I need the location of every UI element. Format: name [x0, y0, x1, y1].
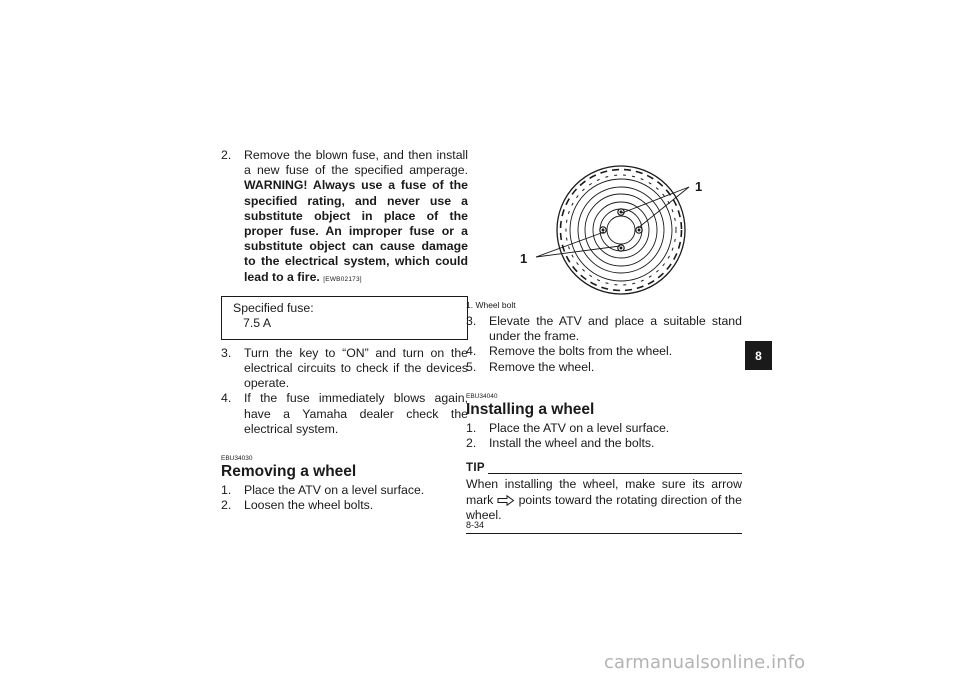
section-title-installing-wheel: Installing a wheel [466, 400, 595, 418]
list-item [466, 436, 742, 451]
step-remove-fuse [221, 148, 468, 287]
tip-label: TIP [466, 462, 485, 475]
step-text: Elevate the ATV and place a suitable stand under the frame. [489, 314, 742, 344]
step-number: 3. [221, 345, 232, 360]
tip-header [466, 461, 742, 476]
list-item [466, 344, 742, 359]
step-number: 5. [466, 359, 477, 374]
step-number: 1. [466, 420, 477, 435]
step-dealer-check [221, 391, 468, 437]
step-turn-key [221, 346, 468, 392]
chapter-tab: 8 [745, 341, 772, 370]
step-text: Turn the key to “ON” and turn on the electrical circuits to check if the devices operate. [244, 345, 468, 391]
step-text: Remove the wheel. [489, 359, 595, 374]
spec-label: Specified fuse: [233, 300, 314, 315]
tip-rule [488, 473, 742, 474]
step-number: 1. [221, 483, 232, 498]
callout-wheel-bolt-left: 1 [520, 251, 528, 266]
specified-fuse-box [221, 296, 468, 340]
step-number: 2. [221, 498, 232, 513]
step-text: Place the ATV on a level surface. [489, 420, 670, 435]
step-text: Place the ATV on a level surface. [244, 483, 425, 498]
list-item [466, 421, 742, 436]
list-item [221, 498, 468, 513]
fire-warning: WARNING! Always use a fuse of the specified rating, and never use a substitute object in place of the proper fuse. An improper fuse or a substitute object can cause damage to the electrical system, which could lead to a fire. [244, 178, 468, 284]
tip-text: When installing the wheel, make sure its arrow mark points toward the rotating direction of the wheel. [466, 477, 742, 522]
hollow-right-arrow-icon [497, 495, 515, 506]
callout-wheel-bolt-top: 1 [695, 179, 703, 194]
tip-footer-rule [466, 533, 742, 534]
page-number: 8-34 [466, 520, 485, 530]
list-item [466, 360, 742, 375]
step-number: 2. [466, 436, 477, 451]
step-text: If the fuse immediately blows again, have a Yamaha dealer check the electrical system. [244, 391, 468, 436]
step-text: Loosen the wheel bolts. [244, 498, 374, 513]
left-column [221, 148, 468, 513]
step-number: 3. [466, 314, 477, 328]
step-number: 2. [221, 148, 232, 162]
section-title-removing-wheel: Removing a wheel [221, 463, 357, 481]
figure-caption: 1. Wheel bolt [466, 300, 516, 310]
section-code: EBU34030 [221, 455, 253, 463]
step-number: 4. [221, 391, 232, 406]
list-item [466, 314, 742, 344]
step-text: Install the wheel and the bolts. [489, 436, 655, 451]
step-text: Remove the blown fuse, and then install a new fuse of the specified amperage. [244, 148, 468, 178]
warning-code: [EWB02173] [323, 275, 362, 283]
section-code: EBU34040 [466, 392, 498, 400]
step-number: 4. [466, 344, 477, 359]
right-column [466, 148, 742, 534]
figure-spacer [466, 148, 742, 296]
watermark: carmanualsonline.info [604, 652, 806, 673]
step-text: Remove the bolts from the wheel. [489, 344, 673, 359]
spec-value: 7.5 A [243, 316, 272, 331]
list-item [221, 483, 468, 498]
